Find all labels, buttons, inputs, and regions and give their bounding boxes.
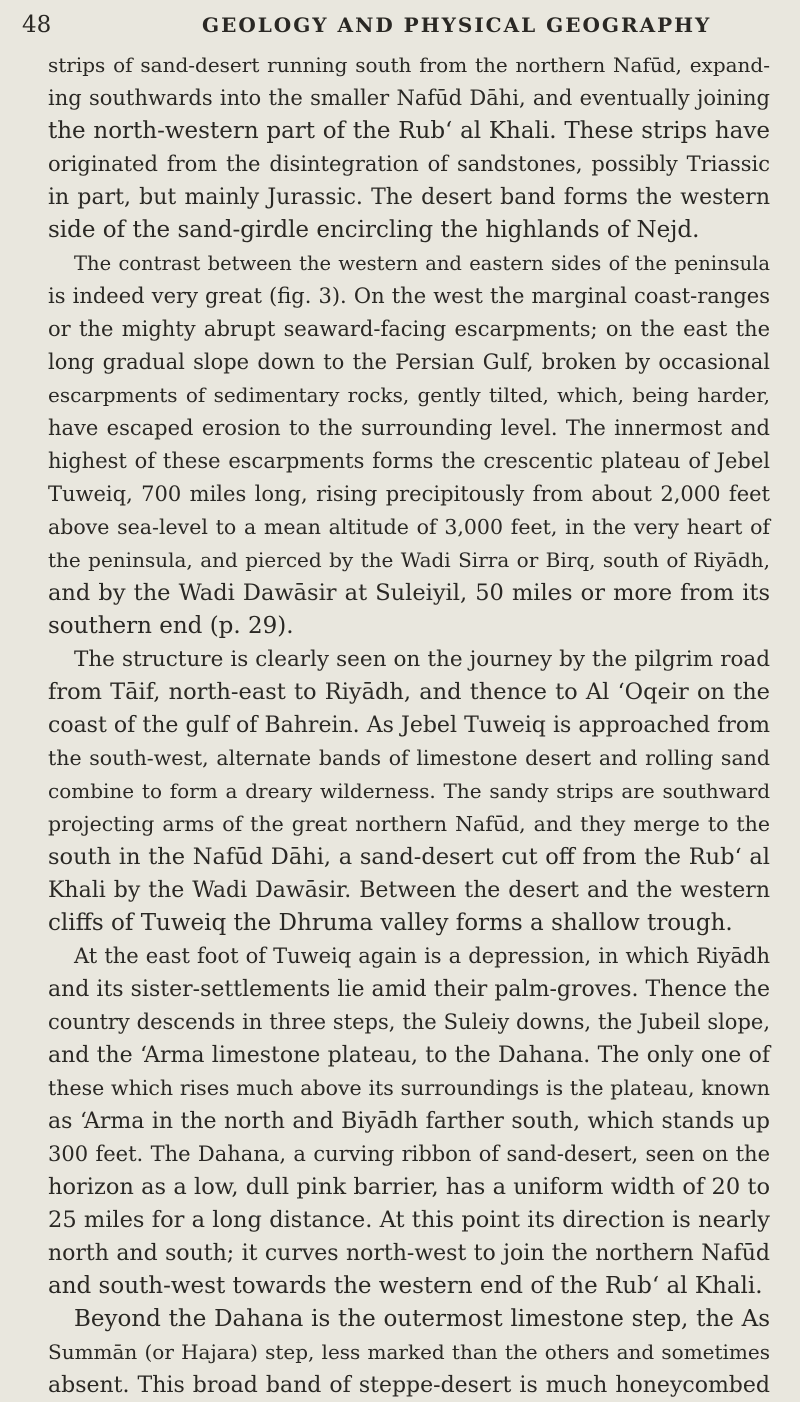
text-line: the north-western part of the Rub‘ al Khali. These strips have — [48, 118, 770, 144]
text-line: the south-west, alternate bands of limestone desert and rolling sand — [48, 746, 770, 770]
text-line: side of the sand-girdle encircling the highlands of Nejd. — [48, 217, 700, 243]
text-line: from Tāif, north-east to Riyādh, and thence to Al ‘Oqeir on the — [48, 679, 770, 705]
text-line: horizon as a low, dull pink barrier, has a uniform width of 20 to — [48, 1174, 770, 1200]
running-title: GEOLOGY AND PHYSICAL GEOGRAPHY — [202, 13, 712, 37]
text-line: long gradual slope down to the Persian Gulf, broken by occasional — [48, 350, 770, 374]
text-line: above sea-level to a mean altitude of 3,000 feet, in the very heart of — [48, 515, 770, 539]
text-line: north and south; it curves north-west to join the northern Nafūd — [48, 1241, 770, 1266]
text-line: cliffs of Tuweiq the Dhruma valley forms a shallow trough. — [48, 910, 733, 936]
text-line: these which rises much above its surroundings is the plateau, known — [48, 1076, 770, 1100]
text-line: is indeed very great (fig. 3). On the west the marginal coast-ranges — [48, 284, 770, 308]
text-line: and by the Wadi Dawāsir at Suleiyil, 50 miles or more from its — [48, 580, 770, 606]
text-line: and south-west towards the western end of the Rub‘ al Khali. — [48, 1273, 763, 1299]
text-line: projecting arms of the great northern Nafūd, and they merge to the — [48, 812, 770, 836]
text-line: combine to form a dreary wilderness. The sandy strips are southward — [48, 779, 770, 803]
text-line: Tuweiq, 700 miles long, rising precipitously from about 2,000 feet — [48, 482, 770, 506]
text-line: the peninsula, and pierced by the Wadi Sirra or Birq, south of Riyādh, — [48, 548, 770, 572]
text-line: 300 feet. The Dahana, a curving ribbon of sand-desert, seen on the — [48, 1142, 770, 1166]
text-line: as ‘Arma in the north and Biyādh farther south, which stands up — [48, 1109, 770, 1134]
text-line: coast of the gulf of Bahrein. As Jebel Tuweiq is approached from — [48, 713, 770, 738]
text-line: have escaped erosion to the surrounding level. The innermost and — [48, 416, 770, 440]
text-line: ing southwards into the smaller Nafūd Dāhi, and eventually joining — [48, 86, 770, 110]
text-line: 25 miles for a long distance. At this point its direction is nearly — [48, 1207, 770, 1233]
text-line: country descends in three steps, the Suleiy downs, the Jubeil slope, — [48, 1010, 770, 1034]
text-line: south in the Nafūd Dāhi, a sand-desert cut off from the Rub‘ al — [48, 844, 770, 870]
text-line: Khali by the Wadi Dawāsir. Between the desert and the western — [48, 878, 770, 903]
text-line: The structure is clearly seen on the journey by the pilgrim road — [74, 647, 770, 672]
text-line: highest of these escarpments forms the crescentic plateau of Jebel — [48, 449, 770, 473]
text-line: strips of sand-desert running south from the northern Nafūd, expand- — [48, 53, 770, 77]
page-header — [22, 12, 778, 42]
text-line: and its sister-settlements lie amid their palm-groves. Thence the — [48, 977, 770, 1002]
text-line: or the mighty abrupt seaward-facing escarpments; on the east the — [48, 317, 770, 341]
text-line: Summān (or Hajara) step, less marked than the others and sometimes — [48, 1340, 770, 1364]
text-line: southern end (p. 29). — [48, 613, 294, 639]
text-line: and the ‘Arma limestone plateau, to the Dahana. The only one of — [48, 1043, 770, 1068]
body-text — [48, 49, 770, 1402]
text-line: originated from the disintegration of sandstones, possibly Triassic — [48, 152, 770, 176]
text-line: absent. This broad band of steppe-desert is much honeycombed — [48, 1373, 770, 1398]
text-line: in part, but mainly Jurassic. The desert band forms the western — [48, 185, 770, 210]
text-line: The contrast between the western and eastern sides of the peninsula — [74, 252, 770, 275]
page-number: 48 — [22, 12, 52, 38]
text-line: At the east foot of Tuweiq again is a depression, in which Riyādh — [74, 944, 770, 968]
text-line: Beyond the Dahana is the outermost limestone step, the As — [74, 1306, 770, 1332]
text-line: escarpments of sedimentary rocks, gently tilted, which, being harder, — [48, 383, 770, 407]
